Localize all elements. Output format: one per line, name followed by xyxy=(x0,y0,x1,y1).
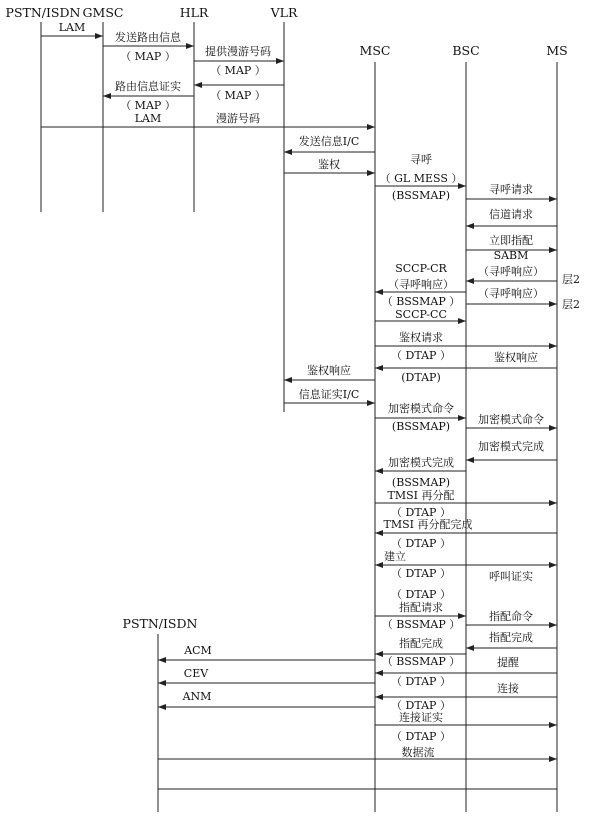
msg-assignment-request-label: 指配请求 xyxy=(399,601,443,614)
message-arrow-lam-2 xyxy=(41,124,375,130)
arrowhead-icon xyxy=(549,562,557,568)
message-arrow-paging-response-2 xyxy=(466,301,557,307)
msg-connect-label: 连接 xyxy=(497,682,519,695)
message-arrow-auth-response-vlr xyxy=(284,377,375,383)
arrowhead-icon xyxy=(466,645,474,651)
arrowhead-icon xyxy=(367,124,375,130)
message-arrow-acm xyxy=(158,657,375,663)
msg-assignment-complete-bsc-label: 指配完成 xyxy=(399,637,443,650)
arrowhead-icon xyxy=(158,680,166,686)
msg-data-flow-label: 数据流 xyxy=(401,746,435,759)
arrowhead-icon xyxy=(549,247,557,253)
msg-call-confirmed-dtap: （ DTAP ） xyxy=(391,588,451,601)
msg-sabm-paging-response: （寻呼响应） xyxy=(478,265,544,278)
message-arrow-assignment-complete-ms xyxy=(466,645,557,651)
message-arrow-paging-request xyxy=(466,196,557,202)
arrowhead-icon xyxy=(158,704,166,710)
entity-label-msc: MSC xyxy=(359,43,391,58)
msg-routing-info-ack-label: 路由信息证实 xyxy=(115,80,181,93)
msg-cev-label: CEV xyxy=(183,667,209,680)
msg-authentication-label: 鉴权 xyxy=(318,158,340,171)
arrowhead-icon xyxy=(549,756,557,762)
msg-auth-response-ms-label: 鉴权响应 xyxy=(494,351,538,364)
msg-sccp-cc-label: SCCP-CC xyxy=(395,308,447,321)
msg-lam-1-label: LAM xyxy=(58,21,86,34)
arrowhead-icon xyxy=(549,343,557,349)
msg-assignment-command-label: 指配命令 xyxy=(489,610,533,623)
msg-paging-request-label: 寻呼请求 xyxy=(489,183,533,196)
msg-auth-request-label: 鉴权请求 xyxy=(399,331,443,344)
msg-auth-response-vlr-label: 鉴权响应 xyxy=(307,364,351,377)
msg-lam-2-label: LAM xyxy=(134,112,162,125)
message-arrow-map-response xyxy=(194,82,284,88)
entity-label-hlr: HLR xyxy=(179,5,209,20)
msg-paging-bssmap: (BSSMAP) xyxy=(391,189,451,202)
msg-anm-label: ANM xyxy=(182,690,212,703)
arrowhead-icon xyxy=(375,530,383,536)
entity-label-ms: MS xyxy=(546,43,568,58)
msg-cipher-complete-bsc-label: 加密模式完成 xyxy=(388,456,454,469)
msg-setup-label: 建立 xyxy=(384,550,406,563)
entity-label-bsc: BSC xyxy=(452,43,480,58)
arrowhead-icon xyxy=(375,694,383,700)
arrowhead-icon xyxy=(458,415,466,421)
arrowhead-icon xyxy=(375,365,383,371)
msg-channel-request-label: 信道请求 xyxy=(489,208,533,221)
msg-assignment-complete-ms-label: 指配完成 xyxy=(489,631,533,644)
msg-paging-gl-mess: （ GL MESS ） xyxy=(379,172,463,185)
msg-send-info-ic-label: 发送信息I/C xyxy=(298,135,360,148)
msg-cipher-cmd-bsc-label: 加密模式命令 xyxy=(478,413,544,426)
arrowhead-icon xyxy=(367,170,375,176)
message-arrow-sabm-paging-response xyxy=(466,278,557,284)
msg-info-ack-ic-label: 信息证实I/C xyxy=(298,388,360,401)
msg-cipher-complete-ms-label: 加密模式完成 xyxy=(478,440,544,453)
arrowhead-icon xyxy=(103,93,111,99)
msg-tmsi-complete-label: TMSI 再分配完成 xyxy=(383,518,473,531)
msg-sccp-cr-paging-response: （寻呼响应） xyxy=(388,278,454,291)
msg-paging-label: 寻呼 xyxy=(410,153,432,166)
msg-auth-response-ms-dtap: (DTAP) xyxy=(401,371,441,384)
arrowhead-icon xyxy=(549,425,557,431)
arrowhead-icon xyxy=(158,657,166,663)
entity-label-gmsc: GMSC xyxy=(82,5,124,20)
entity-label-vlr: VLR xyxy=(270,5,298,20)
msg-send-routing-info-protocol: （ MAP ） xyxy=(120,50,176,63)
msg-sccp-cr-label: SCCP-CR xyxy=(395,262,447,275)
arrowhead-icon xyxy=(375,468,383,474)
arrowhead-icon xyxy=(367,400,375,406)
msg-provide-roaming-number-label: 提供漫游号码 xyxy=(205,45,271,58)
msg-map-response-label: （ MAP ） xyxy=(210,89,266,102)
msg-paging-response-2-label: （寻呼响应） xyxy=(478,287,544,300)
msg-tmsi-complete-dtap: （ DTAP ） xyxy=(391,537,451,550)
msg-acm-label: ACM xyxy=(184,644,212,657)
arrowhead-icon xyxy=(95,33,103,39)
arrowhead-icon xyxy=(284,377,292,383)
arrowhead-icon xyxy=(186,43,194,49)
message-arrow-channel-request xyxy=(466,223,557,229)
msg-alerting-dtap: （ DTAP ） xyxy=(391,675,451,688)
arrowhead-icon xyxy=(549,722,557,728)
msg-sccp-cr-bssmap: （ BSSMAP ） xyxy=(381,295,461,308)
msg-tmsi-realloc-dtap: （ DTAP ） xyxy=(391,506,451,519)
msg-assignment-request-bssmap: （ BSSMAP ） xyxy=(381,618,461,631)
arrowhead-icon xyxy=(466,457,474,463)
msg-cipher-complete-bsc-bssmap: (BSSMAP) xyxy=(391,476,451,489)
layer2-label-1: 层2 xyxy=(562,273,580,286)
msg-tmsi-realloc-label: TMSI 再分配 xyxy=(387,489,455,502)
arrowhead-icon xyxy=(549,500,557,506)
msg-connect-ack-dtap: （ DTAP ） xyxy=(391,730,451,743)
arrowhead-icon xyxy=(466,278,474,284)
msg-connect-dtap: （ DTAP ） xyxy=(391,699,451,712)
arrowhead-icon xyxy=(194,82,202,88)
msg-cipher-cmd-msc-label: 加密模式命令 xyxy=(388,402,454,415)
arrowhead-icon xyxy=(549,301,557,307)
msg-assignment-complete-bsc-bssmap: （ BSSMAP ） xyxy=(381,655,461,668)
msg-provide-roaming-number-protocol: （ MAP ） xyxy=(210,64,266,77)
msg-send-routing-info-label: 发送路由信息 xyxy=(115,31,181,44)
layer2-label-2: 层2 xyxy=(562,298,580,311)
msg-connect-ack-label: 连接证实 xyxy=(399,711,443,724)
entity-label-pstn-bottom: PSTN/ISDN xyxy=(122,616,198,631)
arrowhead-icon xyxy=(276,58,284,64)
message-arrow-cipher-mode-complete-ms xyxy=(466,457,557,463)
msg-call-confirmed-label: 呼叫证实 xyxy=(489,570,533,583)
msg-cipher-cmd-msc-bssmap: (BSSMAP) xyxy=(391,420,451,433)
msg-lam-2-roaming-number: 漫游号码 xyxy=(216,112,260,125)
msg-alerting-label: 提醒 xyxy=(497,656,519,669)
arrowhead-icon xyxy=(549,196,557,202)
arrowhead-icon xyxy=(458,318,466,324)
arrowhead-icon xyxy=(375,670,383,676)
arrowhead-icon xyxy=(549,622,557,628)
msg-routing-info-ack-protocol: （ MAP ） xyxy=(120,99,176,112)
message-arrow-send-info-ic xyxy=(284,149,375,155)
message-arrow-anm xyxy=(158,704,375,710)
arrowhead-icon xyxy=(284,149,292,155)
arrowhead-icon xyxy=(466,223,474,229)
msg-sabm-label: SABM xyxy=(493,249,529,262)
msg-setup-dtap: （ DTAP ） xyxy=(391,567,451,580)
msg-immediate-assignment-label: 立即指配 xyxy=(489,234,533,247)
msg-auth-request-dtap: （ DTAP ） xyxy=(391,349,451,362)
entity-label-pstn-top: PSTN/ISDN xyxy=(5,5,81,20)
message-arrow-cev xyxy=(158,680,375,686)
